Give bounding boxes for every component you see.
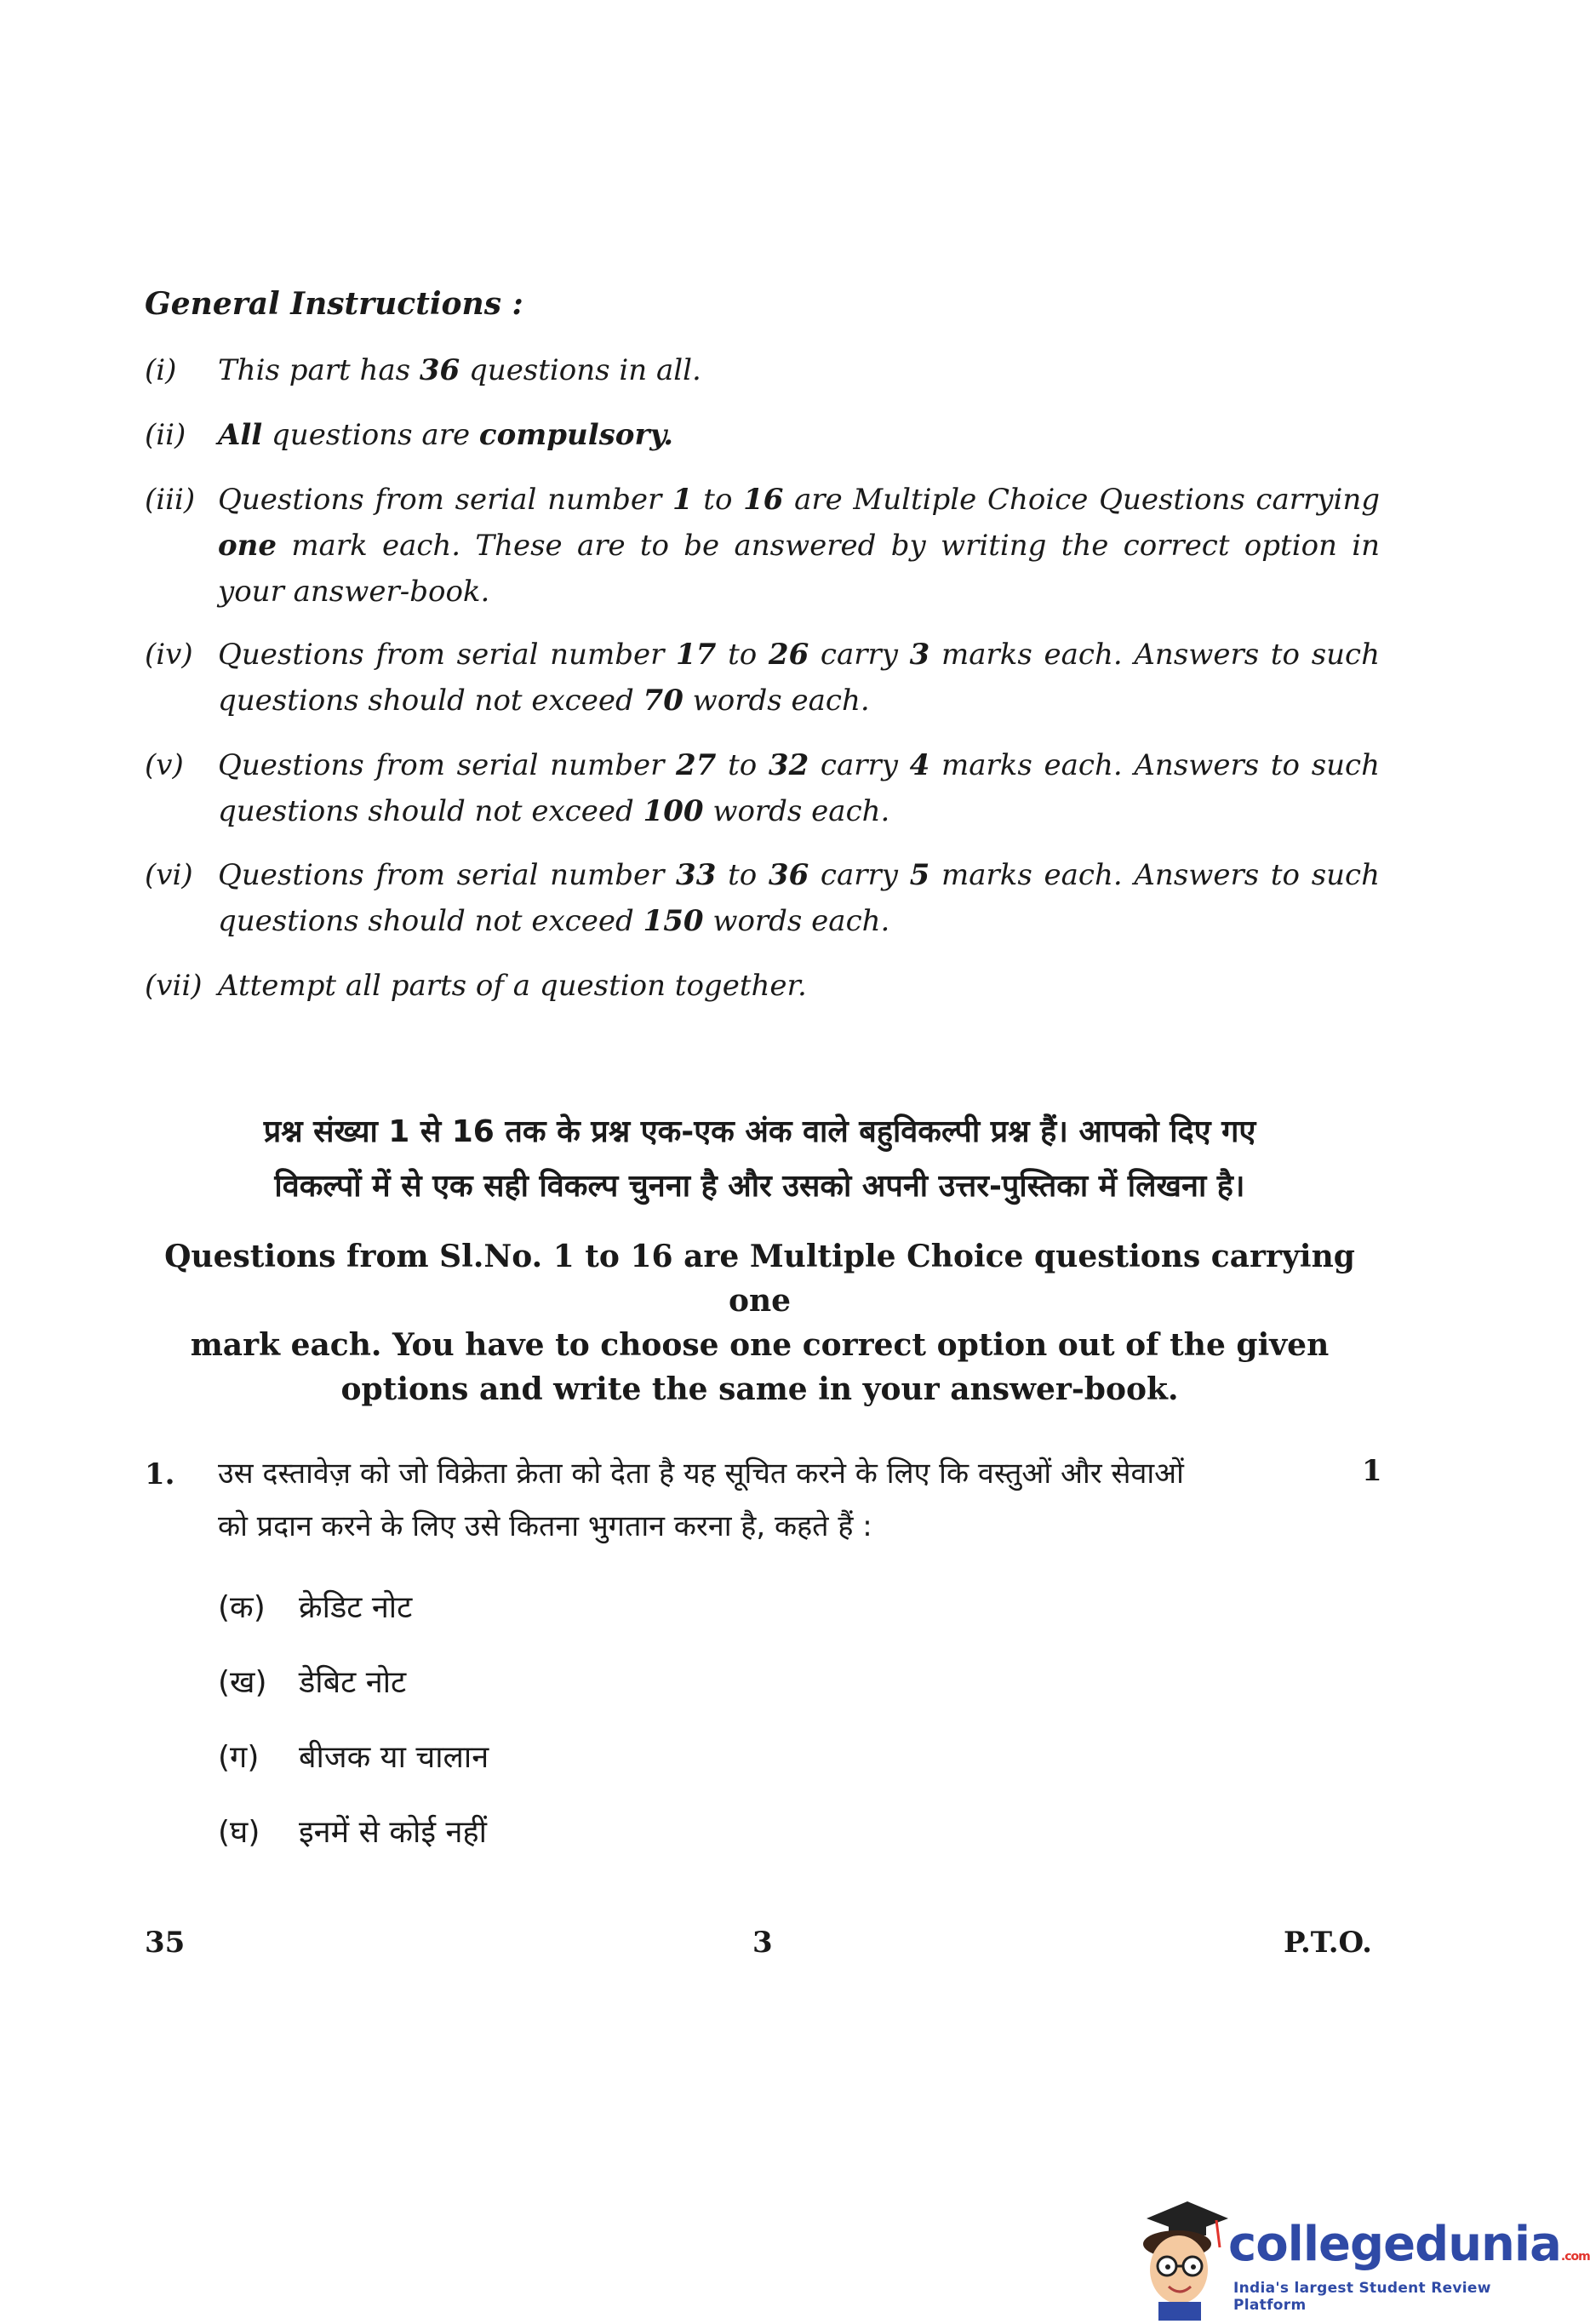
instruction-text: All questions are compulsory.: [218, 418, 674, 452]
option-text: बीजक या चालान: [299, 1740, 489, 1775]
hindi-note: [145, 1105, 1375, 1214]
instruction-text: Attempt all parts of a question together.: [218, 969, 807, 1003]
instruction-text: Questions from serial number 27 to 32 carry 4 marks each. Answers to such questions should not exceed 100 words each.: [218, 748, 1380, 828]
instruction-text: Questions from serial number 17 to 26 carry 3 marks each. Answers to such questions should not exceed 70 words each.: [218, 638, 1380, 718]
option-d: [218, 1810, 487, 1852]
instruction-number: (iii): [145, 483, 196, 517]
instruction-number: (vii): [145, 969, 203, 1003]
option-label: (क): [218, 1590, 266, 1625]
hindi-note-line: प्रश्न संख्या 1 से 16 तक के प्रश्न एक-एक अंक वाले बहुविकल्पी प्रश्न हैं। आपको दिए गए: [263, 1114, 1256, 1149]
instruction-text: This part has 36 questions in all.: [218, 353, 701, 387]
option-label: (ग): [218, 1740, 260, 1775]
option-label: (घ): [218, 1815, 260, 1850]
footer-code: 35: [145, 1926, 186, 1960]
footer-page-number: 3: [752, 1926, 773, 1960]
question-text: [218, 1447, 1316, 1553]
option-c: [218, 1735, 489, 1777]
english-note: [145, 1234, 1375, 1411]
question-number: 1.: [145, 1457, 175, 1491]
option-text: क्रेडिट नोट: [299, 1590, 413, 1625]
instruction-text: Questions from serial number 1 to 16 are Multiple Choice Questions carrying one mark each. These are to be answered by writing the correct option in your answer-book.: [218, 483, 1380, 609]
instruction-number: (ii): [145, 418, 186, 452]
option-label: (ख): [218, 1665, 267, 1700]
hindi-note-line: विकल्पों में से एक सही विकल्प चुनना है और उसको अपनी उत्तर-पुस्तिका में लिखना है।: [274, 1169, 1245, 1204]
instruction-number: (i): [145, 353, 177, 387]
watermark-tagline: India's largest Student Review Platform: [1233, 2280, 1491, 2314]
instruction-number: (iv): [145, 638, 193, 672]
footer-pto: P.T.O.: [1284, 1926, 1372, 1960]
english-note-line: Questions from Sl.No. 1 to 16 are Multiple Choice questions carrying one: [164, 1239, 1355, 1319]
collegedunia-watermark: [1128, 2195, 1590, 2321]
instruction-number: (vi): [145, 858, 193, 892]
instructions-title: General Instructions :: [145, 286, 523, 322]
option-text: इनमें से कोई नहीं: [299, 1815, 487, 1850]
english-note-line: mark each. You have to choose one correct option out of the given: [190, 1327, 1330, 1363]
student-mascot-icon: [1128, 2195, 1230, 2321]
english-note-line: options and write the same in your answer-book.: [340, 1371, 1179, 1407]
question-text-line: उस दस्तावेज़ को जो विक्रेता क्रेता को देता है यह सूचित करने के लिए कि वस्तुओं और सेवाओं: [218, 1457, 1184, 1491]
option-b: [218, 1660, 406, 1702]
question-text-line: को प्रदान करने के लिए उसे कितना भुगतान करना है, कहते हैं :: [218, 1509, 872, 1543]
question-marks: 1: [1362, 1454, 1382, 1488]
watermark-dotcom: .com: [1560, 2250, 1590, 2264]
instruction-text: Questions from serial number 33 to 36 carry 5 marks each. Answers to such questions should not exceed 150 words each.: [218, 858, 1380, 938]
option-a: [218, 1585, 412, 1627]
option-text: डेबिट नोट: [299, 1665, 407, 1700]
watermark-brand: collegedunia.com: [1228, 2217, 1590, 2272]
instruction-number: (v): [145, 748, 184, 782]
